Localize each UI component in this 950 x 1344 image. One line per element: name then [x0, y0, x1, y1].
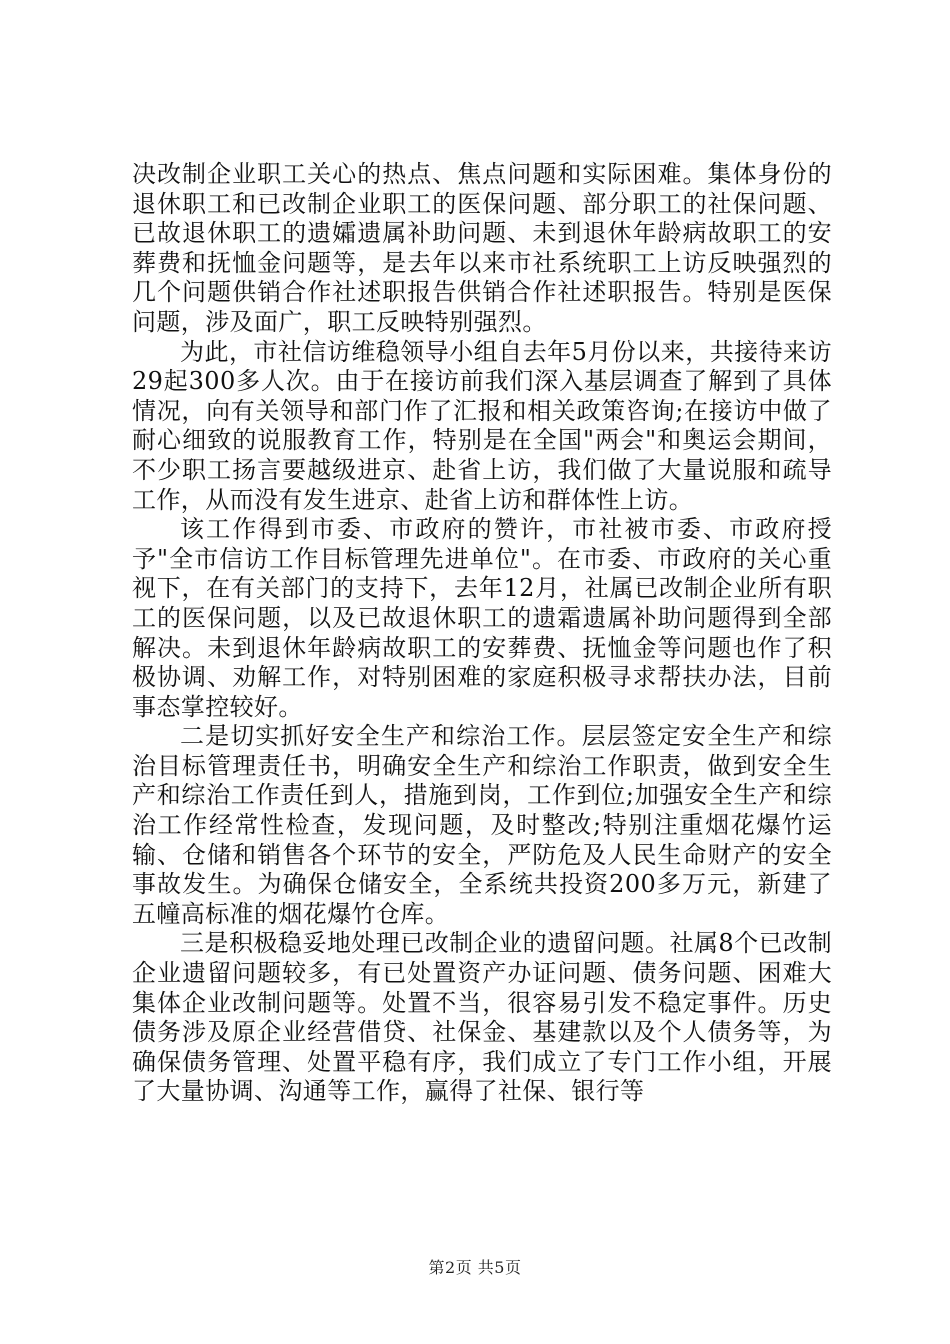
paragraph-2: 为此，市社信访维稳领导小组自去年5月份以来，共接待来访29起300多人次。由于在接访前我们深入基层调查了解到了具体情况，向有关领导和部门作了汇报和相关政策咨询;在接访中做了耐心细致的说服教育工作，特别是在全国"两会"和奥运会期间，不少职工扬言要越级进京、赴省上访，我们做了大量说服和疏导工作，从而没有发生进京、赴省上访和群体性上访。 [132, 337, 832, 514]
paragraph-1: 决改制企业职工关心的热点、焦点问题和实际困难。集体身份的退休职工和已改制企业职工的医保问题、部分职工的社保问题、已故退休职工的遗孀遗属补助问题、未到退休年龄病故职工的安葬费和抚恤金问题等，是去年以来市社系统职工上访反映强烈的几个问题供销合作社述职报告供销合作社述职报告。特别是医保问题，涉及面广，职工反映特别强烈。 [132, 160, 832, 336]
paragraph-3: 该工作得到市委、市政府的赞许，市社被市委、市政府授予"全市信访工作目标管理先进单位"。在市委、市政府的关心重视下，在有关部门的支持下，去年12月，社属已改制企业所有职工的医保问题，以及已故退休职工的遗霜遗属补助问题得到全部解决。未到退休年龄病故职工的安葬费、抚恤金等问题也作了积极协调、劝解工作，对特别困难的家庭积极寻求帮扶办法，目前事态掌控较好。 [132, 515, 832, 721]
page-number-footer: 第2页 共5页 [428, 1258, 522, 1277]
paragraph-4: 二是切实抓好安全生产和综治工作。层层签定安全生产和综治目标管理责任书，明确安全生产和综治工作职责，做到安全生产和综治工作责任到人，措施到岗，工作到位;加强安全生产和综治工作经常性检查，发现问题，及时整改;特别注重烟花爆竹运输、仓储和销售各个环节的安全，严防危及人民生命财产的安全事故发生。为确保仓储安全，全系统共投资200多万元，新建了五幢高标准的烟花爆竹仓库。 [132, 722, 832, 928]
document-body [132, 160, 832, 1107]
paragraph-5: 三是积极稳妥地处理已改制企业的遗留问题。社属8个已改制企业遗留问题较多，有已处置资产办证问题、债务问题、困难大集体企业改制问题等。处置不当，很容易引发不稳定事件。历史债务涉及原企业经营借贷、社保金、基建款以及个人债务等，为确保债务管理、处置平稳有序，我们成立了专门工作小组，开展了大量协调、沟通等工作，赢得了社保、银行等 [132, 929, 832, 1106]
